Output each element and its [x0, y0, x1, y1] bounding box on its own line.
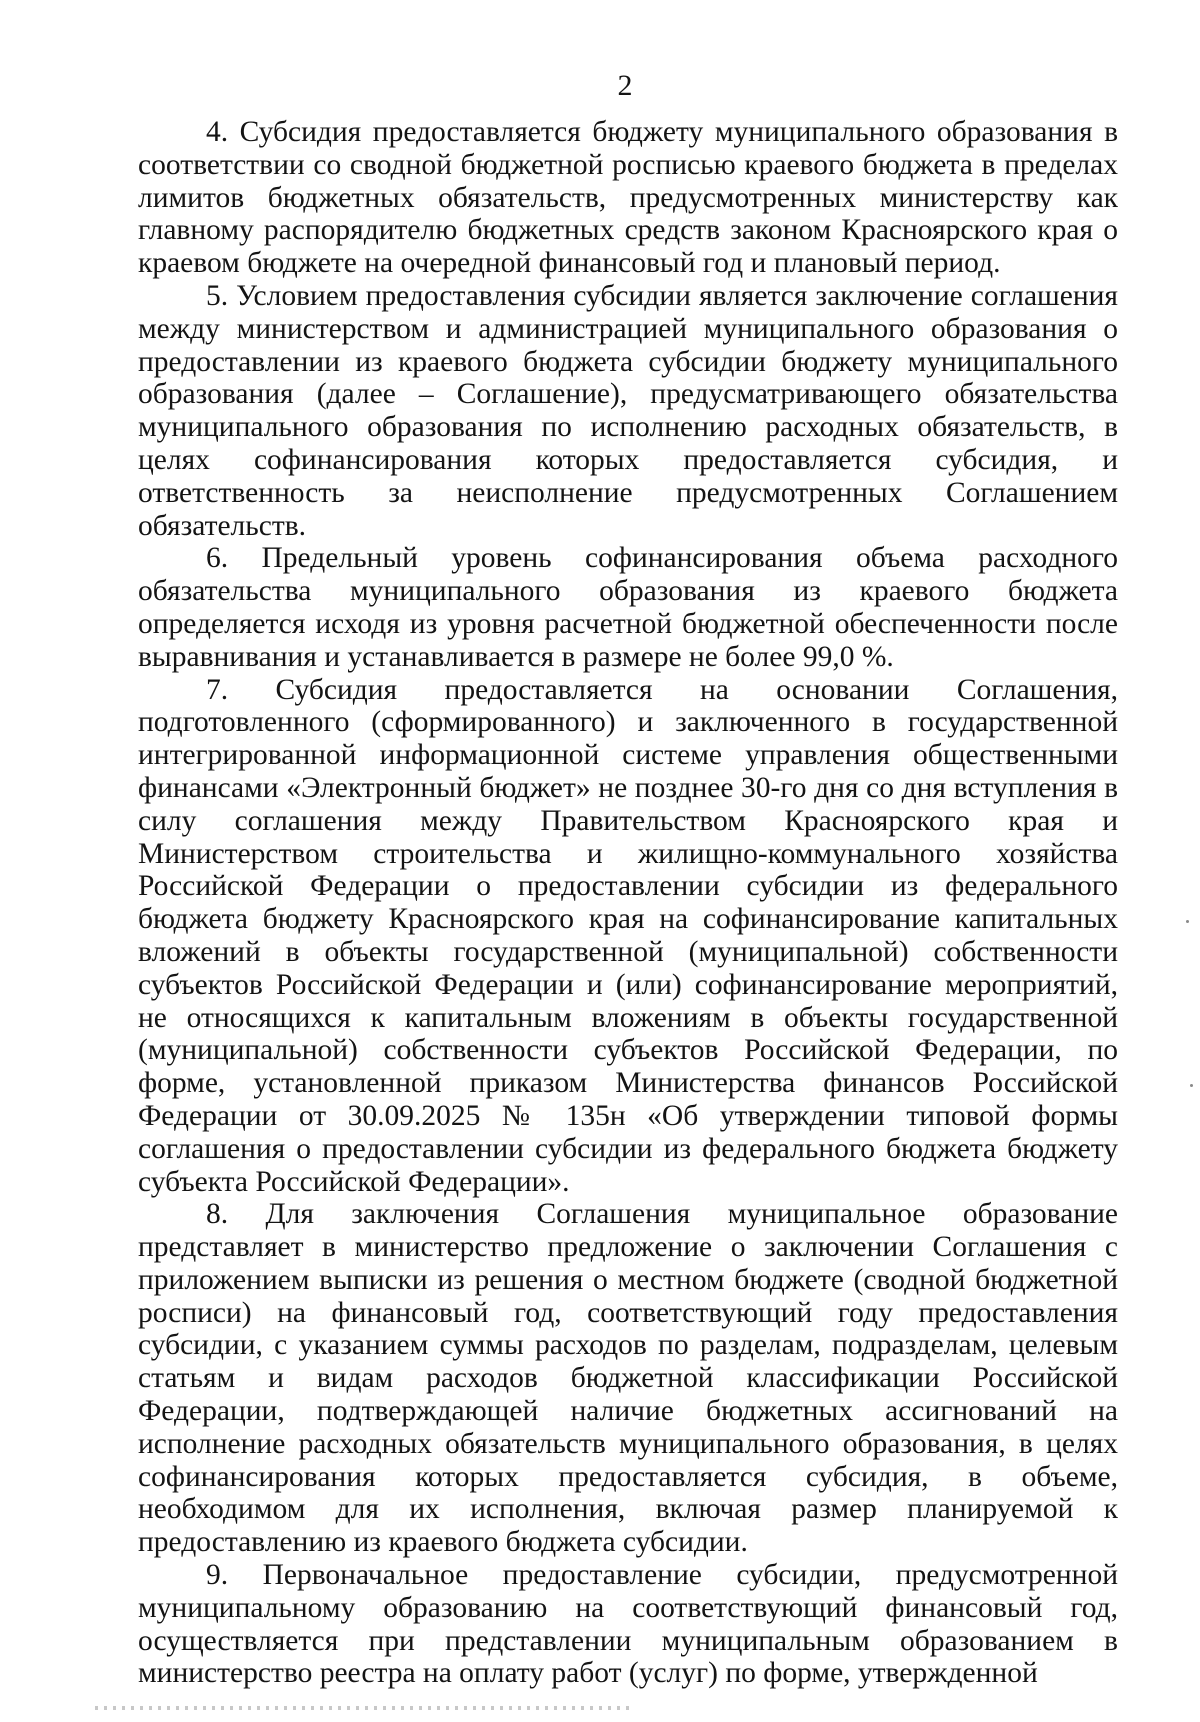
paragraph-9: 9. Первоначальное предоставление субсидии, предусмотренной муниципальному образованию на соответствующий финансовый год, осуществляется при представлении муниципальным образованием в министерство реестра на оплату работ (услуг) по форме, утвержденной — [138, 1559, 1118, 1690]
document-body — [138, 116, 1118, 1690]
paragraph-8: 8. Для заключения Соглашения муниципальное образование представляет в министерство предложение о заключении Соглашения с приложением выписки из решения о местном бюджете (сводной бюджетной росписи) на финансовый год, соответствующий году предоставления субсидии, с указанием суммы расходов по разделам, подразделам, целевым статьям и видам расходов бюджетной классификации Российской Федерации, подтверждающей наличие бюджетных ассигнований на исполнение расходных обязательств муниципального образования, в целях софинансирования которых предоставляется субсидия, в объеме, необходимом для их исполнения, включая размер планируемой к предоставлению из краевого бюджета субсидии. — [138, 1198, 1118, 1559]
paragraph-4: 4. Субсидия предоставляется бюджету муниципального образования в соответствии со сводной бюджетной росписью краевого бюджета в пределах лимитов бюджетных обязательств, предусмотренных министерству как главному распорядителю бюджетных средств законом Красноярского края о краевом бюджете на очередной финансовый год и плановый период. — [138, 116, 1118, 280]
scan-artifact-line — [95, 1706, 635, 1710]
scan-artifact-dot — [1186, 920, 1189, 923]
page-number: 2 — [617, 69, 633, 102]
scan-artifact-dot — [1190, 1084, 1193, 1087]
paragraph-6: 6. Предельный уровень софинансирования объема расходного обязательства муниципального образования из краевого бюджета определяется исходя из уровня расчетной бюджетной обеспеченности после выравнивания и устанавливается в размере не более 99,0 %. — [138, 542, 1118, 673]
paragraph-7: 7. Субсидия предоставляется на основании Соглашения, подготовленного (сформированного) и заключенного в государственной интегрированной информационной системе управления общественными финансами «Электронный бюджет» не позднее 30-го дня со дня вступления в силу соглашения между Правительством Красноярского края и Министерством строительства и жилищно-коммунального хозяйства Российской Федерации о предоставлении субсидии из федерального бюджета бюджету Красноярского края на софинансирование капитальных вложений в объекты государственной (муниципальной) собственности субъектов Российской Федерации и (или) софинансирование мероприятий, не относящихся к капитальным вложениям в объекты государственной (муниципальной) собственности субъектов Российской Федерации, по форме, установленной приказом Министерства финансов Российской Федерации от 30.09.2025 № 135н «Об утверждении типовой формы соглашения о предоставлении субсидии из федерального бюджета бюджету субъекта Российской Федерации». — [138, 673, 1118, 1198]
paragraph-5: 5. Условием предоставления субсидии является заключение соглашения между министерством и администрацией муниципального образования о предоставлении из краевого бюджета субсидии бюджету муниципального образования (далее – Соглашение), предусматривающего обязательства муниципального образования по исполнению расходных обязательств, в целях софинансирования которых предоставляется субсидия, и ответственность за неисполнение предусмотренных Соглашением обязательств. — [138, 279, 1118, 542]
